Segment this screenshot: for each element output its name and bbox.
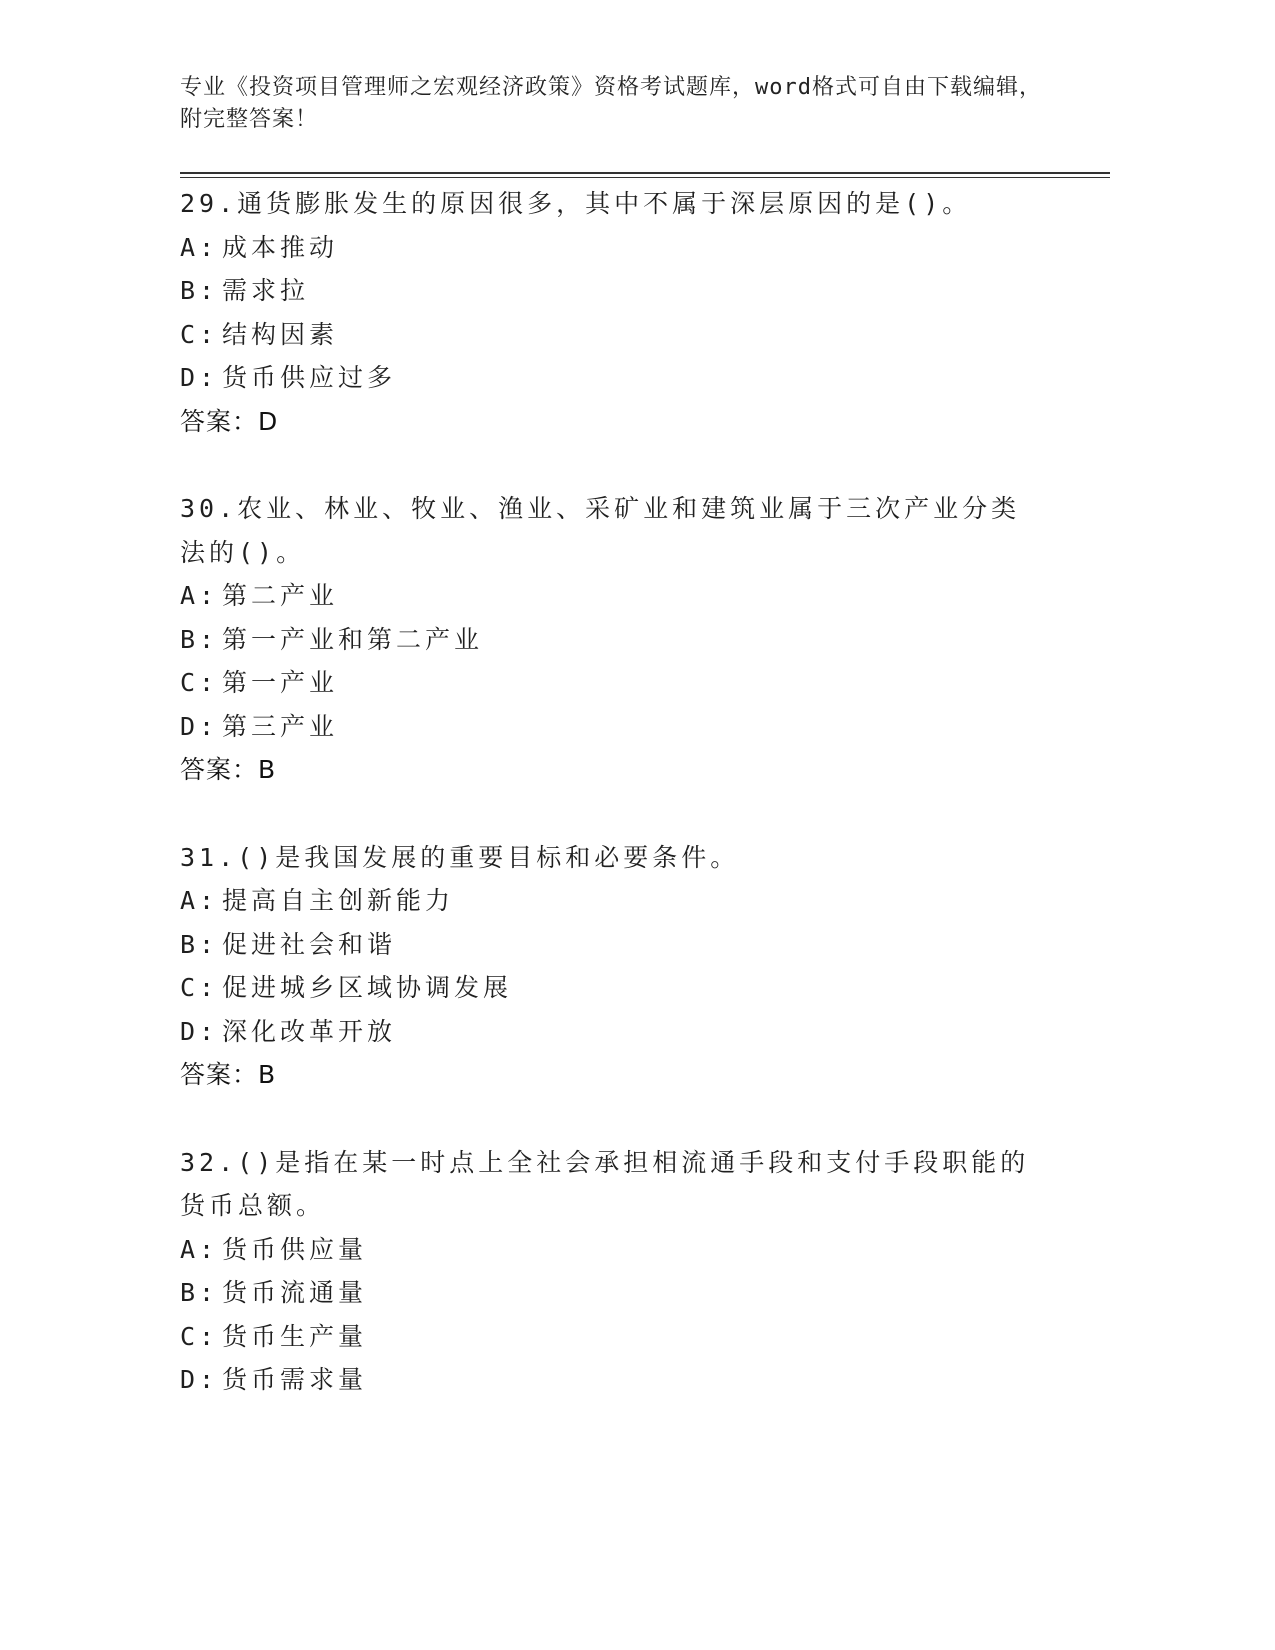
option-key: D: (180, 363, 219, 392)
question-31 (180, 836, 1110, 1097)
option-text: 第二产业 (222, 581, 339, 610)
header-divider (180, 172, 1110, 178)
option-b (180, 618, 1110, 662)
option-text: 第一产业和第二产业 (222, 624, 484, 654)
document-page (180, 0, 1110, 1650)
question-30 (180, 487, 1110, 792)
question-list (180, 182, 1110, 1446)
question-stem: 32.()是指在某一时点上全社会承担相流通手段和支付手段职能的货币总额。 (180, 1147, 1030, 1220)
option-text: 深化改革开放 (222, 1016, 397, 1046)
option-key: A: (180, 1234, 219, 1264)
option-key: C: (180, 319, 219, 349)
option-d (180, 1358, 1110, 1402)
question-stem: 30.农业、林业、牧业、渔业、采矿业和建筑业属于三次产业分类法的()。 (180, 494, 1021, 567)
option-text: 结构因素 (222, 319, 339, 349)
answer-line: 答案：D (180, 406, 279, 436)
option-d (180, 705, 1110, 749)
question-32 (180, 1141, 1110, 1402)
option-key: A: (180, 232, 219, 262)
option-c (180, 966, 1110, 1010)
option-a (180, 1228, 1110, 1272)
document-header: 专业《投资项目管理师之宏观经济政策》资格考试题库，word格式可自由下载编辑，附完整答案！ (180, 75, 1042, 132)
option-key: A: (180, 886, 219, 915)
option-text: 促进社会和谐 (222, 929, 397, 959)
option-text: 提高自主创新能力 (222, 886, 455, 915)
option-text: 货币流通量 (222, 1278, 368, 1307)
option-text: 货币生产量 (222, 1321, 368, 1351)
option-key: C: (180, 973, 219, 1002)
option-b (180, 1271, 1110, 1315)
question-29 (180, 182, 1110, 443)
option-a (180, 574, 1110, 618)
option-text: 成本推动 (222, 232, 339, 262)
option-key: B: (180, 1278, 219, 1307)
option-b (180, 923, 1110, 967)
option-text: 第三产业 (222, 711, 339, 741)
option-key: C: (180, 1321, 219, 1351)
option-key: D: (180, 711, 219, 741)
question-stem: 29.通货膨胀发生的原因很多，其中不属于深层原因的是()。 (180, 189, 972, 218)
question-stem: 31.()是我国发展的重要目标和必要条件。 (180, 842, 740, 872)
option-key: B: (180, 929, 219, 959)
option-text: 货币需求量 (222, 1365, 368, 1394)
option-key: D: (180, 1016, 219, 1046)
option-c (180, 661, 1110, 705)
option-text: 货币供应过多 (222, 363, 397, 392)
option-text: 货币供应量 (222, 1234, 368, 1264)
option-d (180, 356, 1110, 400)
answer-line: 答案：B (180, 1060, 277, 1089)
option-text: 需求拉 (222, 276, 310, 305)
option-key: D: (180, 1365, 219, 1394)
option-a (180, 226, 1110, 270)
option-key: A: (180, 581, 219, 610)
option-c (180, 1315, 1110, 1359)
option-c (180, 313, 1110, 357)
option-key: C: (180, 668, 219, 697)
option-d (180, 1010, 1110, 1054)
answer-line: 答案：B (180, 755, 277, 784)
option-text: 促进城乡区域协调发展 (222, 973, 513, 1002)
option-text: 第一产业 (222, 668, 339, 697)
option-key: B: (180, 624, 219, 654)
option-key: B: (180, 276, 219, 305)
option-a (180, 879, 1110, 923)
option-b (180, 269, 1110, 313)
